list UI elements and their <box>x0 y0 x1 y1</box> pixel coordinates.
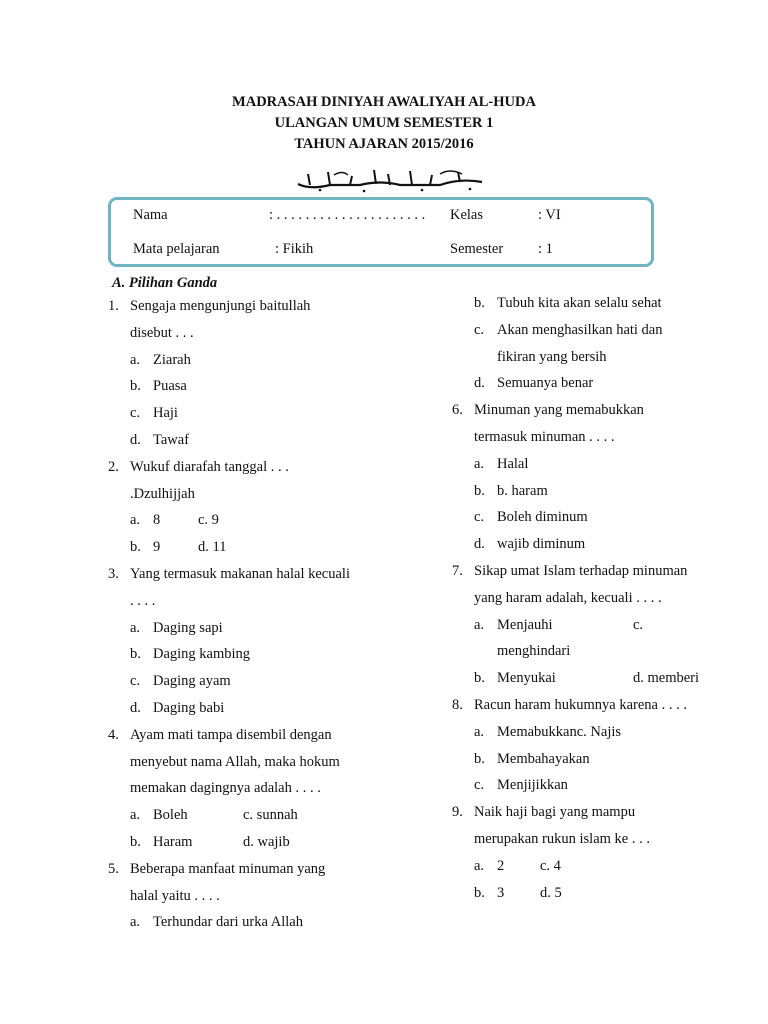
question-2 <box>108 454 448 481</box>
question-text: memakan dagingnya adalah . . . . <box>130 780 321 797</box>
option-text: Tawaf <box>153 431 190 448</box>
option-text: Boleh diminum <box>497 509 588 526</box>
question-8 <box>452 692 752 719</box>
question-text: halal yaitu . . . . <box>130 887 220 904</box>
option-c: c. 4 <box>540 857 561 874</box>
question-text: Wukuf diarafah tanggal . . . <box>130 458 289 475</box>
question-text: Ayam mati tampa disembil dengan <box>130 726 332 743</box>
option-text: 2 <box>497 857 505 874</box>
question-text: merupakan rukun islam ke . . . <box>474 830 650 847</box>
question-number: 8. <box>452 696 463 713</box>
option-c: c. Akan menghasilkan hati dan <box>452 317 752 344</box>
option-text: Ziarah <box>153 351 191 368</box>
question-text: menyebut nama Allah, maka hokum <box>130 753 340 770</box>
option-text: Menjauhi <box>497 616 553 633</box>
question-text: Minuman yang memabukkan <box>474 402 644 419</box>
kelas-label: Kelas <box>450 207 484 223</box>
option-text: menghindari <box>497 643 571 660</box>
question-text: .Dzulhijjah <box>130 485 195 502</box>
question-number: 1. <box>108 298 119 314</box>
option-a: a. 8 c. 9 <box>108 507 448 534</box>
question-text: Racun haram hukumnya karena . . . . <box>474 696 687 713</box>
option-text: Puasa <box>153 378 187 395</box>
option-text: Terhundar dari urka Allah <box>153 914 303 931</box>
option-d: d. wajib <box>243 833 290 850</box>
option-text: wajib diminum <box>497 536 586 553</box>
option-d: d. Daging babi <box>108 695 448 722</box>
option-b: b. 3 d. 5 <box>452 880 752 907</box>
mapel-label: Mata pelajaran <box>133 241 220 257</box>
option-a: a. Memabukkanc. Najis <box>452 719 752 746</box>
option-text: Haji <box>153 405 178 422</box>
nama-label: Nama <box>133 207 168 223</box>
question-9 <box>452 799 752 826</box>
option-c: c. 9 <box>198 512 219 529</box>
option-c: c. sunnah <box>243 807 298 824</box>
option-a: a. 2 c. 4 <box>452 853 752 880</box>
nama-field[interactable]: : . . . . . . . . . . . . . . . . . . . . . <box>269 207 426 223</box>
question-text: Beberapa manfaat minuman yang <box>130 860 326 877</box>
option-c: c. <box>633 616 644 633</box>
question-5 <box>108 856 448 883</box>
semester-label: Semester <box>450 241 504 257</box>
question-number: 3. <box>108 565 119 582</box>
option-text: Daging kambing <box>153 646 251 663</box>
option-text: Halal <box>497 455 529 472</box>
option-text: Boleh <box>153 807 188 824</box>
option-c: c. Menjijikkan <box>452 772 752 799</box>
question-text: Yang termasuk makanan halal kecuali <box>130 565 350 582</box>
option-text: Daging ayam <box>153 673 231 690</box>
question-text: yang haram adalah, kecuali . . . . <box>474 589 662 606</box>
option-a: a. Menjauhi c. <box>452 612 752 639</box>
right-column <box>452 290 752 906</box>
option-text: Menjijikkan <box>497 777 568 794</box>
option-c: c. Haji <box>108 400 448 427</box>
section-title: A. Pilihan Ganda <box>112 275 218 291</box>
question-number: 5. <box>108 860 119 877</box>
option-b: b. Membahayakan <box>452 746 752 773</box>
option-text: Memabukkanc. Najis <box>497 723 622 740</box>
option-text: b. haram <box>497 482 548 499</box>
option-text: Daging babi <box>153 699 225 716</box>
question-text: Sengaja mengunjungi baitullah <box>130 298 311 314</box>
option-c: c. Daging ayam <box>108 668 448 695</box>
option-text: Tubuh kita akan selalu sehat <box>497 295 662 311</box>
option-a: a. Terhundar dari urka Allah <box>108 909 448 936</box>
option-d: d. Tawaf <box>108 427 448 454</box>
option-b: b. Menyukai d. memberi <box>452 665 752 692</box>
option-a: a. Daging sapi <box>108 615 448 642</box>
mapel-value: : Fikih <box>275 241 314 257</box>
semester-value: : 1 <box>538 241 553 257</box>
question-number: 7. <box>452 562 463 579</box>
option-text: 9 <box>153 539 161 556</box>
academic-year: TAHUN AJARAN 2015/2016 <box>294 136 474 152</box>
question-text: disebut . . . <box>130 324 194 341</box>
option-d: d. wajib diminum <box>452 531 752 558</box>
option-text: Semuanya benar <box>497 375 594 392</box>
option-d: d. memberi <box>633 670 700 687</box>
option-c: c. Boleh diminum <box>452 504 752 531</box>
question-number: 2. <box>108 458 119 475</box>
question-6 <box>452 397 752 424</box>
option-text: 3 <box>497 884 505 901</box>
exam-title: ULANGAN UMUM SEMESTER 1 <box>274 115 494 131</box>
option-b: b. Tubuh kita akan selalu sehat <box>452 290 752 317</box>
option-b: b. Puasa <box>108 373 448 400</box>
question-number: 6. <box>452 402 463 419</box>
option-text: Membahayakan <box>497 750 590 767</box>
question-text: termasuk minuman . . . . <box>474 428 615 445</box>
option-b: b. b. haram <box>452 478 752 505</box>
school-name: MADRASAH DINIYAH AWALIYAH AL-HUDA <box>232 94 536 110</box>
option-text: Daging sapi <box>153 619 223 636</box>
question-4 <box>108 722 448 749</box>
option-b: b. 9 d. 11 <box>108 534 448 561</box>
kelas-value: : VI <box>538 207 561 223</box>
question-1 <box>108 293 448 320</box>
option-d: d. 11 <box>198 539 227 556</box>
question-3 <box>108 561 448 588</box>
question-text: Naik haji bagi yang mampu <box>474 804 636 821</box>
option-text: fikiran yang bersih <box>497 348 607 365</box>
question-text: . . . . <box>130 592 156 609</box>
option-d: d. Semuanya benar <box>452 370 752 397</box>
option-b: b. Daging kambing <box>108 641 448 668</box>
question-number: 9. <box>452 804 463 821</box>
option-a: a. Boleh c. sunnah <box>108 802 448 829</box>
option-a: a. Ziarah <box>108 347 448 374</box>
option-a: a. Halal <box>452 451 752 478</box>
option-b: b. Haram d. wajib <box>108 829 448 856</box>
option-text: Akan menghasilkan hati dan <box>497 321 663 338</box>
question-text: Sikap umat Islam terhadap minuman <box>474 562 688 579</box>
option-text: Haram <box>153 833 193 850</box>
basmala-calligraphy <box>290 166 490 194</box>
question-7 <box>452 558 752 585</box>
question-number: 4. <box>108 726 119 743</box>
left-column <box>108 293 448 936</box>
option-text: 8 <box>153 512 161 529</box>
option-d: d. 5 <box>540 884 562 901</box>
option-text: Menyukai <box>497 670 556 687</box>
